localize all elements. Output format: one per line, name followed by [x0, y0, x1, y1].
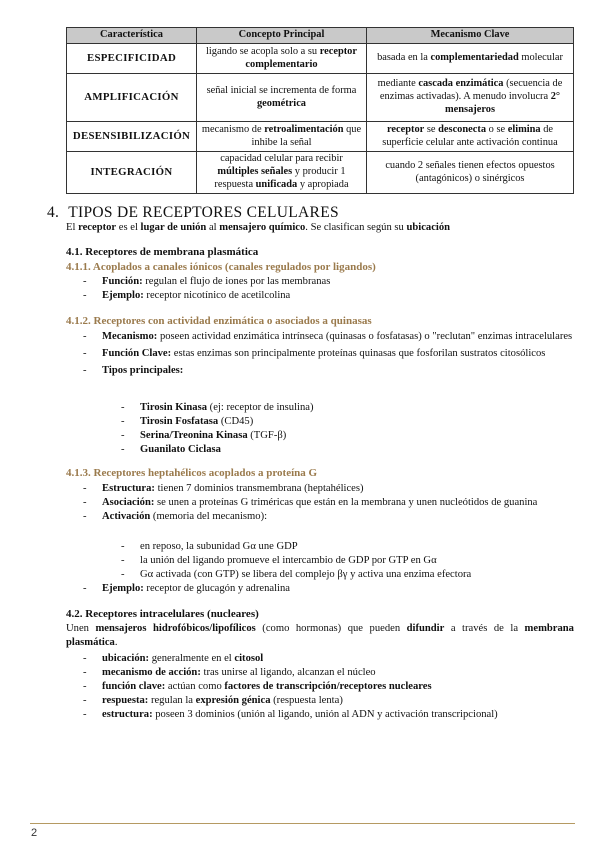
- bold-text: receptor complementario: [245, 45, 357, 70]
- text-run: en reposo, la subunidad Gα une GDP: [140, 541, 298, 552]
- bold-text: Estructura:: [102, 483, 155, 494]
- text-run: regulan la: [148, 695, 196, 706]
- bold-text: Serina/Treonina Kinasa: [140, 430, 248, 441]
- list-item: [121, 568, 471, 582]
- bold-text: receptor: [386, 123, 425, 135]
- bold-text: cascada enzimática: [418, 78, 504, 90]
- bold-text: mensajeros hidrofóbicos/lipofílicos: [95, 623, 256, 634]
- text-run: tienen 7 dominios transmembrana (heptahélices): [154, 483, 364, 494]
- bold-text: Tirosin Kinasa: [140, 402, 208, 413]
- text-run: (ej: receptor de insulina): [207, 402, 314, 413]
- bold-text: Ejemplo:: [102, 583, 144, 594]
- list-item: [83, 652, 574, 666]
- bold-text: Función:: [102, 276, 143, 287]
- list-gprotein-example: [83, 582, 574, 596]
- list-item: [121, 443, 314, 457]
- bold-text: retroalimentación: [264, 123, 344, 135]
- bold-text: respuesta:: [102, 695, 149, 706]
- bold-text: estructura:: [102, 709, 153, 720]
- table-header-cell: Característica: [67, 28, 197, 44]
- bold-text: múltiples señales: [217, 166, 293, 178]
- text-run: (TGF-β): [247, 430, 287, 441]
- list-item: [121, 429, 314, 443]
- list-intracellular: [83, 652, 574, 722]
- list-item: [83, 364, 574, 378]
- list-ion-channels: [83, 275, 574, 303]
- section-heading: [47, 204, 339, 222]
- bold-text: Mecanismo:: [102, 331, 158, 342]
- text-run: .: [114, 637, 118, 648]
- bold-text: Función Clave:: [102, 348, 172, 359]
- list-enzyme-types: [83, 401, 314, 457]
- row-mechanism: [367, 74, 574, 122]
- text-run: a través de la: [444, 623, 525, 634]
- bold-text: lugar de unión: [140, 222, 207, 233]
- text-run: capacidad celular para recibir: [220, 153, 343, 165]
- table-header-row: [67, 28, 574, 44]
- bold-text: Guanilato Ciclasa: [140, 444, 221, 455]
- table-row: [67, 152, 574, 194]
- bold-text: Tipos principales:: [102, 365, 184, 376]
- list-item: [83, 680, 574, 694]
- bold-text: geométrica: [256, 97, 307, 109]
- text-run: tras unirse al ligando, alcanzan el núcleo: [200, 667, 376, 678]
- list-item: [83, 496, 574, 510]
- list-item: [121, 540, 471, 554]
- table-header-cell: Concepto Principal: [197, 28, 367, 44]
- text-run: señal inicial se incrementa de forma: [206, 84, 357, 96]
- text-run: (como hormonas) que pueden: [255, 623, 407, 634]
- text-run: (CD45): [218, 416, 254, 427]
- list-enzymatic: [83, 330, 574, 378]
- list-item: [83, 482, 574, 496]
- text-run: regulan el flujo de iones por las membranas: [142, 276, 331, 287]
- row-concept: [197, 122, 367, 152]
- table-row: [67, 74, 574, 122]
- table-header-cell: Mecanismo Clave: [367, 28, 574, 44]
- text-run: cuando 2 señales tienen efectos opuestos (antagónicos) o sinérgicos: [385, 159, 555, 184]
- list-item: [83, 330, 574, 344]
- bold-text: expresión génica: [195, 695, 271, 706]
- bold-text: 2° mensajeros: [444, 91, 561, 115]
- text-run: y producir 1 respuesta: [214, 166, 346, 190]
- bold-text: Tirosin Fosfatasa: [140, 416, 219, 427]
- text-run: (memoria del mecanismo):: [150, 511, 268, 522]
- bold-text: desconecta: [438, 123, 487, 135]
- text-run: y apropiada: [297, 178, 349, 190]
- bold-text: membrana plasmática: [66, 623, 574, 648]
- text-run: de superficie celular ante activación continua: [382, 123, 558, 148]
- row-mechanism: [367, 152, 574, 194]
- list-item: [121, 415, 314, 429]
- table-row: [67, 44, 574, 74]
- list-item: [121, 401, 314, 415]
- text-run: receptor de glucagón y adrenalina: [143, 583, 290, 594]
- text-run: poseen actividad enzimática intrínseca (quinasas o fosfatasas) o "reclutan" enzimas intracelulares: [157, 331, 573, 342]
- list-item: [83, 694, 574, 708]
- text-run: Unen: [66, 623, 96, 634]
- footer-rule: [30, 823, 575, 824]
- list-activation-steps: [83, 540, 471, 582]
- text-run: receptor nicotínico de acetilcolina: [143, 290, 291, 301]
- row-mechanism: [367, 44, 574, 74]
- text-run: actúan como: [165, 681, 225, 692]
- list-item: [83, 289, 574, 303]
- row-characteristic: INTEGRACIÓN: [67, 152, 197, 194]
- bold-text: Asociación:: [102, 497, 155, 508]
- section-number: 4.: [47, 204, 60, 221]
- bold-text: citosol: [234, 653, 264, 664]
- list-item: [121, 554, 471, 568]
- bold-text: unificada: [255, 178, 298, 190]
- summary-table: [66, 27, 574, 194]
- bold-text: ubicación:: [102, 653, 150, 664]
- text-run: al: [206, 222, 220, 233]
- list-item: [83, 275, 574, 289]
- row-concept: [197, 152, 367, 194]
- bold-text: receptor: [78, 222, 117, 233]
- text-run: Gα activada (con GTP) se libera del complejo βγ y activa una enzima efectora: [140, 569, 472, 580]
- text-run: es el: [116, 222, 141, 233]
- text-run: . Se clasifican según su: [305, 222, 407, 233]
- list-item: [83, 582, 574, 596]
- text-run: (secuencia de enzimas activadas). A menudo involucra: [379, 78, 563, 103]
- text-run: generalmente en el: [149, 653, 235, 664]
- text-run: (respuesta lenta): [270, 695, 343, 706]
- subsection-title: 4.2. Receptores intracelulares (nucleares): [66, 608, 259, 620]
- row-characteristic: AMPLIFICACIÓN: [67, 74, 197, 122]
- subsection-intro: [66, 622, 574, 650]
- text-run: o se: [486, 123, 508, 135]
- list-item: [83, 666, 574, 680]
- subsection-title: 4.1. Receptores de membrana plasmática: [66, 246, 259, 258]
- section-title: TIPOS DE RECEPTORES CELULARES: [68, 204, 339, 221]
- bold-text: ubicación: [406, 222, 451, 233]
- list-item: [83, 708, 574, 722]
- bold-text: función clave:: [102, 681, 166, 692]
- bold-text: elimina: [507, 123, 541, 135]
- row-concept: [197, 44, 367, 74]
- text-run: se unen a proteínas G triméricas que están en la membrana y unen nucleótidos de guanina: [154, 497, 538, 508]
- bold-text: factores de transcripción/receptores nucleares: [224, 681, 432, 692]
- bold-text: mecanismo de acción:: [102, 667, 201, 678]
- list-item: [83, 347, 574, 361]
- list-item: [83, 510, 574, 524]
- bold-text: complementariedad: [430, 52, 519, 64]
- bold-text: Ejemplo:: [102, 290, 144, 301]
- text-run: estas enzimas son principalmente proteínas quinasas que fosforilan sustratos citosólicos: [171, 348, 546, 359]
- row-mechanism: [367, 122, 574, 152]
- text-run: basada en la: [377, 52, 431, 64]
- row-concept: [197, 74, 367, 122]
- text-run: mecanismo de: [201, 123, 265, 135]
- text-run: molecular: [518, 52, 563, 64]
- text-run: El: [66, 222, 79, 233]
- bold-text: Activación: [102, 511, 151, 522]
- text-run: se: [424, 123, 439, 135]
- bold-text: mensajero químico: [219, 222, 306, 233]
- text-run: ligando se acopla solo a su: [205, 45, 320, 57]
- text-run: mediante: [377, 78, 419, 90]
- row-characteristic: ESPECIFICIDAD: [67, 44, 197, 74]
- row-characteristic: DESENSIBILIZACIÓN: [67, 122, 197, 152]
- subsubsection-title: 4.1.1. Acoplados a canales iónicos (canales regulados por ligandos): [66, 261, 376, 273]
- section-intro: [66, 221, 574, 235]
- text-run: la unión del ligando promueve el intercambio de GDP por GTP en Gα: [140, 555, 437, 566]
- subsubsection-title: 4.1.3. Receptores heptahélicos acoplados a proteína G: [66, 467, 318, 479]
- subsubsection-title: 4.1.2. Receptores con actividad enzimática o asociados a quinasas: [66, 315, 372, 327]
- list-gprotein: [83, 482, 574, 524]
- bold-text: difundir: [406, 623, 445, 634]
- table-row: [67, 122, 574, 152]
- page-number: 2: [31, 827, 38, 839]
- text-run: poseen 3 dominios (unión al ligando, unión al ADN y activación transcripcional): [152, 709, 498, 720]
- text-run: que inhibe la señal: [251, 123, 362, 148]
